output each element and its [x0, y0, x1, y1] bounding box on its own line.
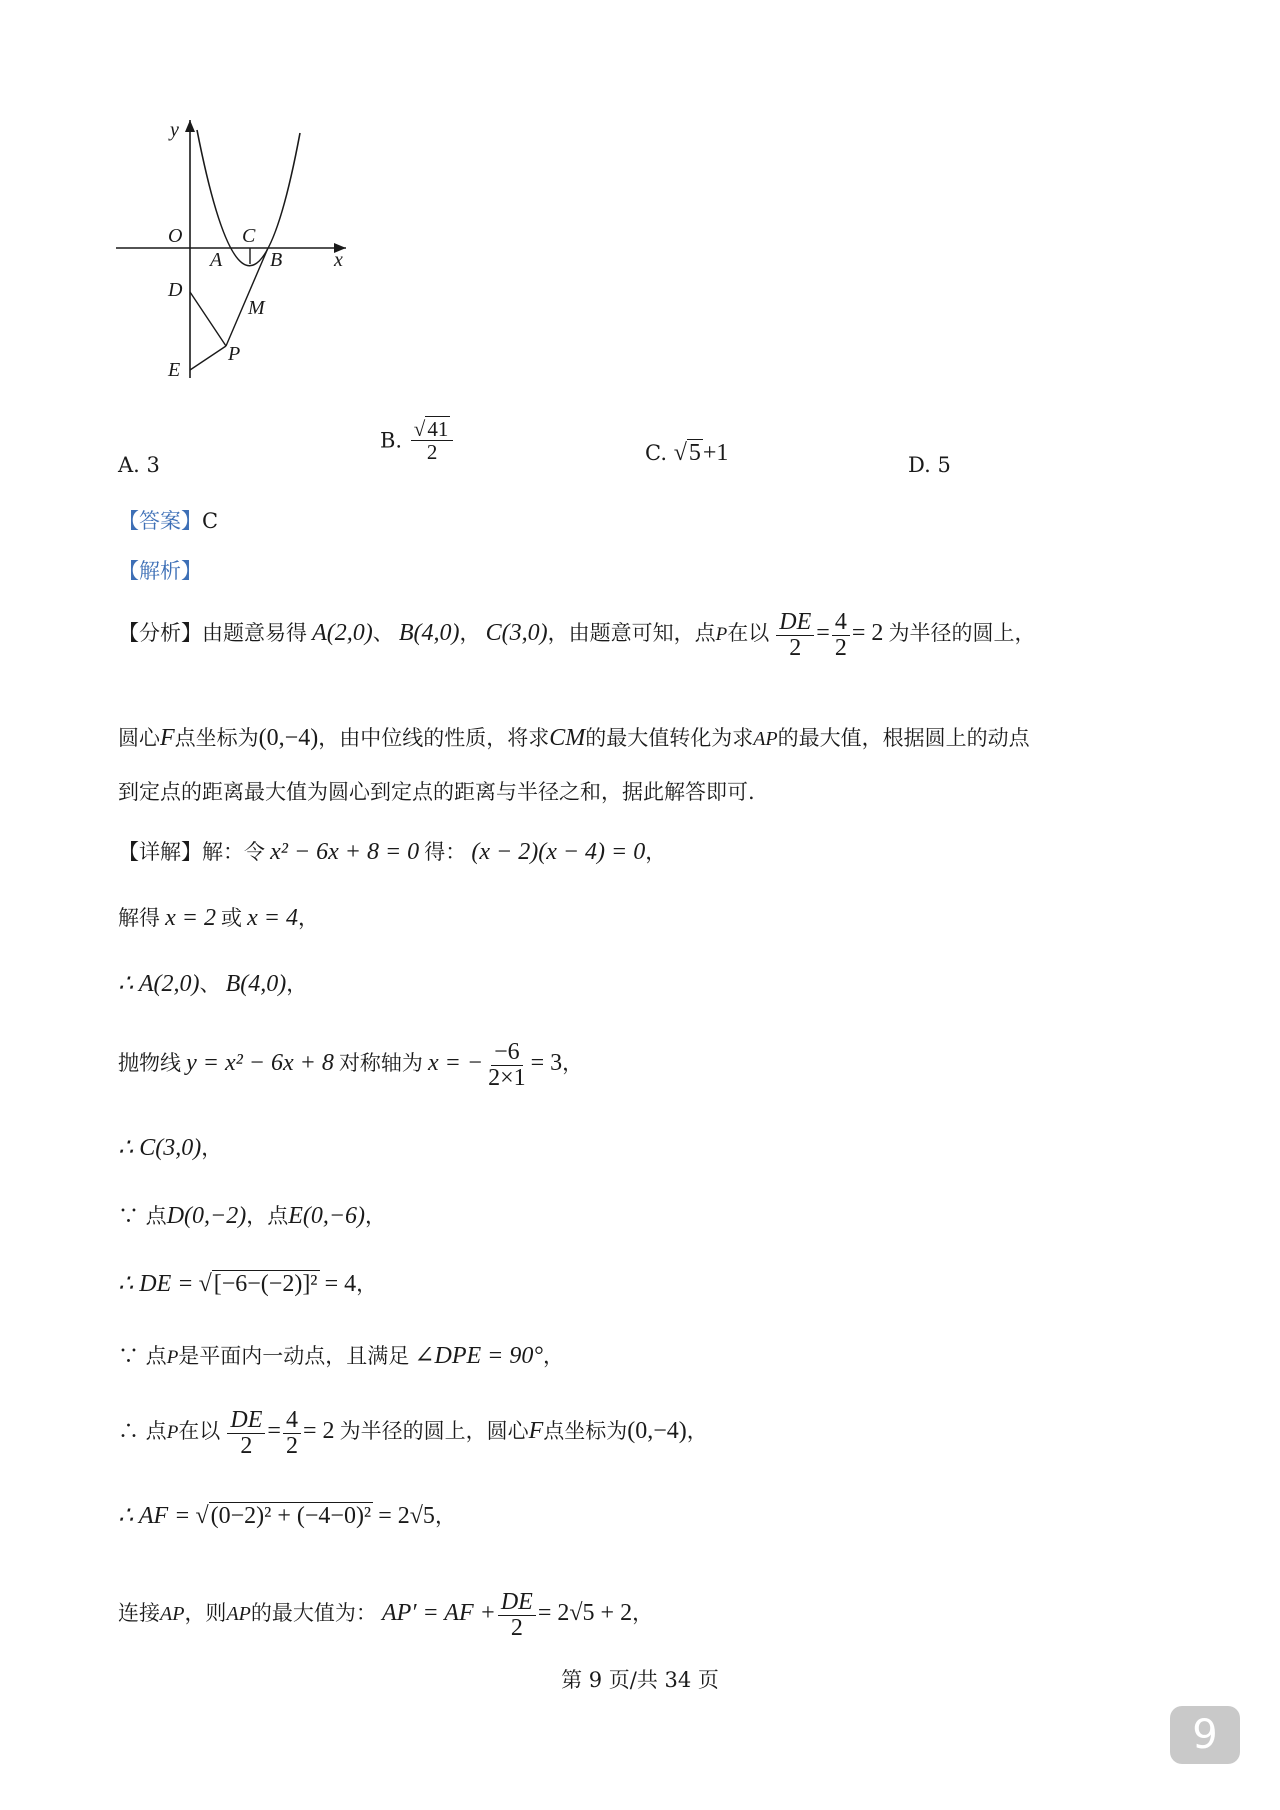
fenxi-ap: AP	[753, 728, 778, 750]
fenxi-text-3: 在以	[727, 621, 770, 646]
detail-equation: x² − 6x + 8 = 0	[270, 839, 420, 865]
fenxi-line2-a: 圆心	[118, 726, 160, 750]
parabola-figure	[100, 110, 343, 390]
detail-point-c: ∴ C(3,0)	[118, 1135, 202, 1161]
option-c-rest: +1	[702, 440, 729, 466]
detail-point-e: E(0,−6)	[288, 1203, 366, 1229]
detail-l4-a: 抛物线	[118, 1051, 181, 1076]
detail-l10-c: ，	[434, 1504, 456, 1528]
option-b-numerator: 41	[427, 417, 449, 441]
answer-line	[118, 505, 218, 535]
detail-line-8	[118, 1340, 564, 1370]
label-o: O	[168, 225, 183, 247]
detail-l6-a: ∵ 点	[118, 1204, 167, 1228]
fenxi-line2-b: 点坐标为	[174, 726, 259, 750]
detail-point-d: D(0,−2)	[166, 1203, 247, 1229]
label-e: E	[168, 359, 181, 381]
detail-axis-den: 2×1	[488, 1065, 526, 1092]
detail-line-9	[118, 1408, 708, 1459]
detail-l11-c: 的最大值为：	[250, 1601, 377, 1626]
fenxi-cm: CM	[549, 725, 586, 751]
option-b-prefix: B.	[380, 428, 403, 453]
option-c-prefix: C.	[645, 441, 667, 465]
detail-line-7: ∴ DE = √[−6−(−2)]² = 4，	[118, 1271, 378, 1297]
detail-l9-e: ，	[686, 1419, 708, 1444]
fenxi-eq-2: = 2	[851, 620, 884, 647]
detail-l11-ap: AP	[160, 1603, 185, 1626]
fenxi-point-a: A(2,0)	[312, 620, 373, 647]
detail-de-rhs: = 4	[324, 1271, 357, 1297]
answer-tag: 【答案】	[118, 509, 202, 533]
detail-l4-b: 对称轴为	[338, 1051, 423, 1076]
label-y: y	[170, 119, 179, 141]
detail-l9-fraction-de	[227, 1408, 265, 1459]
fenxi-text-1: 由题意易得	[202, 621, 307, 646]
detail-line-2	[118, 902, 319, 932]
detail-l2-a: 解得	[118, 906, 160, 930]
page-badge-number: 9	[1192, 1712, 1218, 1758]
fenxi-coord: (0,−4)	[258, 725, 319, 751]
label-m: M	[248, 297, 265, 319]
detail-l9-den: 2	[240, 1433, 253, 1460]
fenxi-sep-2: ，	[459, 621, 481, 646]
label-a: A	[210, 249, 223, 271]
option-b-fraction: $\frac{√41}{2}$	[411, 418, 454, 463]
fenxi-line-2	[118, 722, 1030, 752]
fenxi-fraction-de	[776, 610, 814, 661]
segment-dp	[190, 292, 226, 346]
option-d: D. 5	[908, 453, 951, 477]
fenxi-line-3: 到定点的距离最大值为圆心到定点的距离与半径之和，据此解答即可.	[118, 780, 755, 804]
detail-axis-fraction	[485, 1040, 529, 1091]
detail-l11-eq-b: = 2√5 + 2	[537, 1600, 633, 1627]
fenxi-sep-1: 、	[372, 621, 394, 646]
detail-l7-c: ，	[356, 1272, 378, 1296]
detail-factored: (x − 2)(x − 4) = 0	[471, 839, 646, 865]
detail-l9-c: 为半径的圆上，圆心	[339, 1419, 529, 1444]
page-badge[interactable]	[1170, 1706, 1240, 1764]
detail-l6-c: ，	[365, 1204, 387, 1228]
detail-l11-d: ，	[632, 1601, 654, 1626]
detail-point-a: ∴ A(2,0)	[118, 971, 200, 997]
detail-line-3	[118, 968, 307, 998]
detail-point-b: B(4,0)	[225, 971, 287, 997]
detail-l4-c: ，	[562, 1051, 584, 1076]
label-x: x	[334, 249, 343, 271]
fenxi-point-f: F	[160, 725, 175, 751]
detail-line-4	[118, 1040, 583, 1091]
detail-af-radicand: (0−2)² + (−4−0)²	[210, 1503, 372, 1529]
detail-l9-f: F	[528, 1418, 544, 1445]
detail-l3-d: ，	[286, 972, 308, 996]
detail-axis-num: −6	[491, 1040, 523, 1066]
detail-l11-den: 2	[510, 1615, 523, 1642]
detail-l9-num2: 4	[283, 1408, 301, 1434]
detail-line-1	[118, 836, 666, 866]
detail-axis-res: = 3	[530, 1050, 563, 1077]
detail-l2-c: ，	[298, 906, 319, 930]
page-footer: 第 9 页/共 34 页	[561, 1668, 719, 1692]
detail-l6-b: ，点	[246, 1204, 289, 1228]
detail-l11-a: 连接	[118, 1601, 160, 1626]
detail-l8-a: ∵ 点	[118, 1344, 167, 1368]
fenxi-point-c: C(3,0)	[485, 620, 548, 647]
detail-af-lhs: ∴ AF =	[118, 1503, 191, 1529]
detail-l11-num: DE	[498, 1590, 536, 1616]
fenxi-line2-d: 的最大值转化为求	[585, 726, 754, 750]
y-axis-arrow	[185, 120, 195, 132]
detail-l1-b: 得：	[424, 840, 467, 864]
detail-root-2: x = 4	[247, 905, 298, 931]
detail-line-11	[118, 1590, 653, 1641]
fenxi-frac-den: 2	[789, 635, 802, 662]
detail-l9-b: 在以	[178, 1419, 221, 1444]
analysis-line	[118, 555, 202, 585]
fenxi-frac2-den: 2	[834, 635, 847, 662]
detail-l11-eq-a: AP′ = AF +	[381, 1600, 496, 1627]
detail-de-radicand: [−6−(−2)]²	[213, 1271, 318, 1297]
detail-tag: 【详解】	[118, 840, 202, 864]
detail-l9-eq2: = 2	[302, 1418, 335, 1445]
detail-l11-fraction	[498, 1590, 536, 1641]
analysis-tag: 【解析】	[118, 559, 202, 583]
detail-l9-p: P	[166, 1422, 179, 1444]
label-d: D	[168, 279, 183, 301]
detail-axis-x: x = −	[428, 1050, 484, 1077]
detail-l9-coord: (0,−4)	[627, 1418, 687, 1445]
option-b	[380, 418, 455, 463]
fenxi-frac2-num: 4	[832, 610, 850, 636]
detail-af-rhs: = 2√5	[378, 1503, 435, 1529]
detail-angle: ∠DPE = 90°	[414, 1343, 543, 1369]
fenxi-point-p: P	[715, 624, 728, 646]
detail-l8-c: ，	[542, 1344, 564, 1368]
detail-l3-b: 、	[199, 972, 221, 996]
fenxi-point-b: B(4,0)	[398, 620, 460, 647]
detail-l9-num: DE	[227, 1408, 265, 1434]
detail-l9-eq: =	[267, 1418, 281, 1445]
detail-de-lhs: ∴ DE =	[118, 1271, 194, 1297]
detail-l8-b: 是平面内一动点，且满足	[178, 1344, 410, 1368]
label-p: P	[228, 343, 241, 365]
detail-l8-p: P	[166, 1347, 179, 1368]
option-b-denominator: 2	[426, 440, 438, 465]
detail-line-5	[118, 1132, 222, 1162]
fenxi-text-2: ，由题意可知，点	[547, 621, 716, 646]
detail-l11-b: ，则	[184, 1601, 227, 1626]
fenxi-line-1	[118, 610, 1035, 661]
detail-l9-fraction-42	[283, 1408, 301, 1459]
option-c-radicand: 5	[688, 440, 701, 466]
detail-line-6	[118, 1200, 386, 1230]
option-c: C. √5+1	[645, 440, 729, 466]
fenxi-tag: 【分析】	[118, 621, 202, 646]
detail-l1-a: 解：令	[202, 840, 265, 864]
fenxi-frac-num: DE	[776, 610, 814, 636]
detail-l5-b: ，	[201, 1136, 223, 1160]
detail-l11-ap2: AP	[226, 1603, 251, 1626]
detail-root-1: x = 2	[165, 905, 216, 931]
fenxi-eq-1: =	[816, 620, 830, 647]
option-a: A. 3	[118, 453, 160, 477]
detail-l2-b: 或	[221, 906, 243, 930]
detail-l9-a: ∴ 点	[118, 1419, 167, 1444]
detail-l1-c: ，	[645, 840, 667, 864]
detail-l9-den2: 2	[285, 1433, 298, 1460]
fenxi-fraction-42	[832, 610, 850, 661]
answer-value: C	[202, 509, 219, 533]
detail-parabola-eq: y = x² − 6x + 8	[186, 1050, 334, 1077]
label-b: B	[270, 249, 283, 271]
fenxi-line2-c: ，由中位线的性质，将求	[318, 726, 550, 750]
label-c: C	[242, 225, 256, 247]
detail-l9-d: 点坐标为	[543, 1419, 628, 1444]
detail-line-10: ∴ AF = √(0−2)² + (−4−0)² = 2√5，	[118, 1503, 456, 1529]
fenxi-text-4: 为半径的圆上，	[888, 621, 1036, 646]
fenxi-line2-e: 的最大值，根据圆上的动点	[777, 726, 1030, 750]
segment-ep	[190, 346, 226, 370]
